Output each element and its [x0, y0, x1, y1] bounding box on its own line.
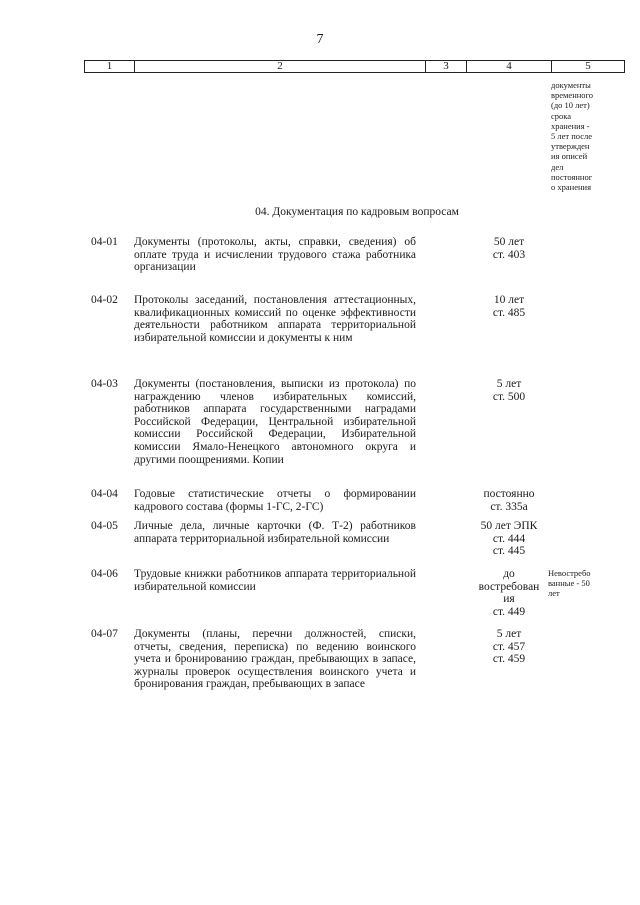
column-header-1: 1 — [85, 61, 135, 73]
section-title: 04. Документация по кадровым вопросам — [255, 206, 459, 218]
column-header-table — [84, 60, 625, 73]
row-retention-term: до востребован ия ст. 449 — [478, 568, 540, 618]
row-title: Трудовые книжки работников аппарата территориальной избирательной комиссии — [134, 568, 416, 593]
carryover-note: документы временного (до 10 лет) срока хранения - 5 лет после утвержден ия описей дел постоянног о хранения — [551, 80, 594, 193]
row-index: 04-03 — [91, 378, 118, 390]
row-index: 04-02 — [91, 294, 118, 306]
row-index: 04-06 — [91, 568, 118, 580]
row-note: Невостребо ванные - 50 лет — [548, 568, 591, 599]
row-index: 04-01 — [91, 236, 118, 248]
row-title: Протоколы заседаний, постановления аттестационных, квалификационных комиссий по оценке эффективности деятельности работником аппарата территориальной избирательной комиссии и документы к ним — [134, 294, 416, 344]
row-title: Документы (постановления, выписки из протокола) по награждению членов избирательных комиссий, работников аппарата государственными наградами Российской Федерации, Центральной избирательной комиссии Российской Федерации, Избирательной комиссии Ямало-Ненецкого автономного округа и другими поощрениями. Копии — [134, 378, 416, 466]
row-title: Документы (планы, перечни должностей, списки, отчеты, сведения, переписка) по ведению воинского учета и бронированию граждан, пребывающих в запасе, журналы проверок осуществления воинского учета и бронирования граждан, пребывающих в запасе — [134, 628, 416, 691]
row-retention-term: 50 лет ст. 403 — [492, 236, 526, 261]
row-index: 04-07 — [91, 628, 118, 640]
row-title: Годовые статистические отчеты о формировании кадрового состава (формы 1-ГС, 2-ГС) — [134, 488, 416, 513]
page-number: 7 — [316, 32, 324, 47]
column-header-2: 2 — [135, 61, 426, 73]
row-title: Документы (протоколы, акты, справки, сведения) об оплате труда и исчислении трудового стажа работника организации — [134, 236, 416, 274]
column-header-5: 5 — [552, 61, 625, 73]
row-retention-term: 10 лет ст. 485 — [492, 294, 526, 319]
row-title: Личные дела, личные карточки (Ф. Т-2) работников аппарата территориальной избирательной комиссии — [134, 520, 416, 545]
row-retention-term: постоянно ст. 335а — [483, 488, 535, 513]
row-retention-term: 50 лет ЭПК ст. 444 ст. 445 — [480, 520, 538, 558]
column-header-row — [85, 61, 625, 73]
row-index: 04-04 — [91, 488, 118, 500]
column-header-4: 4 — [467, 61, 552, 73]
row-index: 04-05 — [91, 520, 118, 532]
row-retention-term: 5 лет ст. 457 ст. 459 — [492, 628, 526, 666]
column-header-3: 3 — [426, 61, 467, 73]
row-retention-term: 5 лет ст. 500 — [492, 378, 526, 403]
